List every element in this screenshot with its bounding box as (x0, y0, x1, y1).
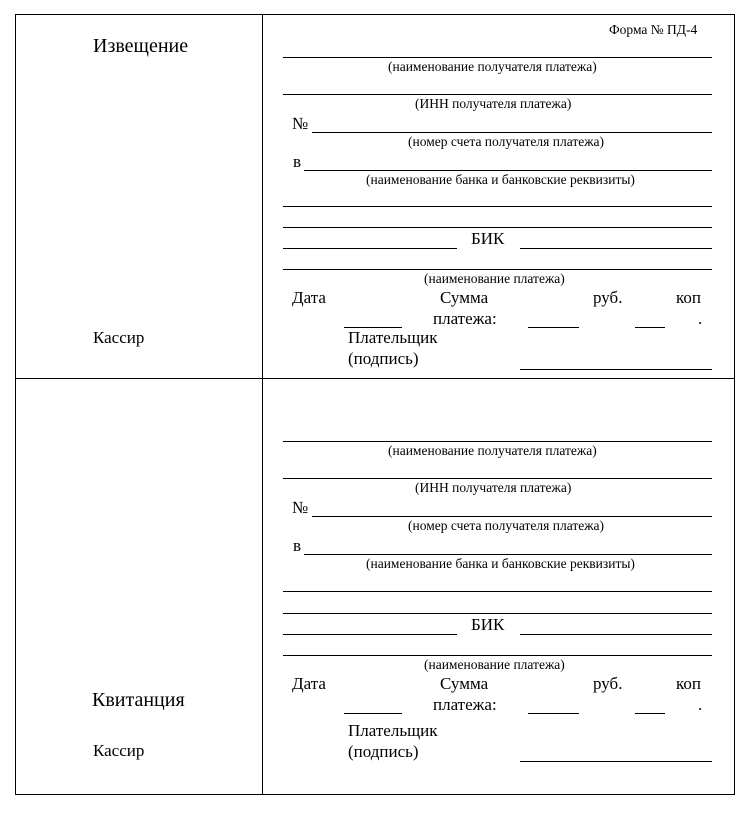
recipient-name-line[interactable] (283, 441, 712, 442)
bank-extra-line-2[interactable] (283, 227, 712, 228)
receipt-title: Квитанция (92, 689, 185, 711)
sum-label-line2: платежа: (433, 309, 497, 328)
bank-details-line[interactable] (304, 554, 712, 555)
sum-period: . (698, 309, 703, 328)
signature-line[interactable] (520, 761, 712, 762)
bik-line[interactable] (520, 634, 712, 635)
rub-label: руб. (593, 674, 623, 693)
recipient-name-line[interactable] (283, 57, 712, 58)
kop-amount-line[interactable] (635, 327, 665, 328)
account-number-line[interactable] (312, 132, 712, 133)
account-number-caption: (номер счета получателя платежа) (408, 518, 605, 533)
sum-label-line1: Сумма (440, 288, 489, 307)
bank-prefix: в (293, 536, 302, 555)
bank-prefix: в (293, 152, 302, 171)
payment-name-caption: (наименование платежа) (424, 657, 565, 672)
payment-name-line[interactable] (283, 269, 712, 270)
kop-amount-line[interactable] (635, 713, 665, 714)
receipt-cashier-label: Кассир (93, 741, 145, 760)
bik-label: БИК (471, 615, 505, 634)
kop-label: коп (676, 288, 701, 307)
date-label: Дата (292, 288, 326, 307)
sum-label-line2: платежа: (433, 695, 497, 714)
bank-extra-line-1[interactable] (283, 591, 712, 592)
bank-details-caption: (наименование банка и банковские реквизиты) (366, 172, 635, 187)
rub-amount-line[interactable] (528, 713, 579, 714)
date-line[interactable] (344, 713, 402, 714)
correspondent-account-line[interactable] (283, 634, 457, 635)
account-number-sign: № (292, 498, 309, 517)
recipient-inn-line[interactable] (283, 94, 712, 95)
sum-label-line1: Сумма (440, 674, 489, 693)
payer-label: Плательщик (348, 721, 438, 740)
recipient-inn-caption: (ИНН получателя платежа) (415, 96, 572, 111)
rub-amount-line[interactable] (528, 327, 579, 328)
correspondent-account-line[interactable] (283, 248, 457, 249)
signature-label: (подпись) (348, 349, 419, 368)
signature-label: (подпись) (348, 742, 419, 761)
date-label: Дата (292, 674, 326, 693)
sum-period: . (698, 695, 703, 714)
payment-form-pd4 (15, 14, 735, 795)
account-number-line[interactable] (312, 516, 712, 517)
notice-title: Извещение (93, 35, 189, 57)
payment-name-caption: (наименование платежа) (424, 271, 565, 286)
notice-section (16, 15, 736, 378)
account-number-sign: № (292, 114, 309, 133)
recipient-name-caption: (наименование получателя платежа) (388, 59, 597, 74)
bank-details-line[interactable] (304, 170, 712, 171)
rub-label: руб. (593, 288, 623, 307)
bank-extra-line-1[interactable] (283, 206, 712, 207)
recipient-inn-caption: (ИНН получателя платежа) (415, 480, 572, 495)
bik-line[interactable] (520, 248, 712, 249)
signature-line[interactable] (520, 369, 712, 370)
recipient-inn-line[interactable] (283, 478, 712, 479)
receipt-section (16, 379, 736, 794)
form-number-label: Форма № ПД-4 (609, 22, 698, 37)
payer-label: Плательщик (348, 328, 438, 347)
payment-name-line[interactable] (283, 655, 712, 656)
notice-cashier-label: Кассир (93, 328, 145, 347)
kop-label: коп (676, 674, 701, 693)
bank-extra-line-2[interactable] (283, 613, 712, 614)
bik-label: БИК (471, 229, 505, 248)
account-number-caption: (номер счета получателя платежа) (408, 134, 605, 149)
recipient-name-caption: (наименование получателя платежа) (388, 443, 597, 458)
bank-details-caption: (наименование банка и банковские реквизиты) (366, 556, 635, 571)
